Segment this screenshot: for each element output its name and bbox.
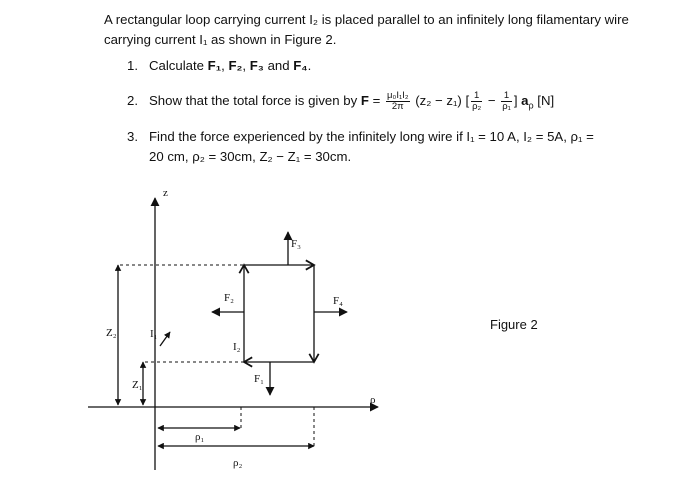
- unit-vector: a: [521, 93, 529, 108]
- question-text: Calculate: [149, 58, 208, 73]
- unit-vector-subscript: ρ: [528, 100, 534, 111]
- force-f1: F₁: [207, 58, 222, 73]
- question-number: 2.: [127, 93, 138, 108]
- bracket-close: ]: [513, 93, 522, 108]
- rho1-label: ρ₁: [195, 431, 205, 443]
- z-axis-label: z: [163, 187, 168, 199]
- intro-line-1: A rectangular loop carrying current I₂ is placed parallel to an infinitely long filamentary wire: [104, 12, 629, 27]
- fraction-numerator: 1: [471, 91, 482, 102]
- question-text: Show that the total force is given by: [149, 93, 361, 108]
- figure-caption: Figure 2: [490, 317, 538, 332]
- separator: ,: [242, 58, 250, 73]
- fraction-denominator: 2π: [391, 101, 404, 113]
- question-number: 3.: [127, 129, 138, 144]
- force-vectors: [212, 232, 347, 395]
- i2-label: I₂: [233, 341, 241, 353]
- rho2-label: ρ₂: [233, 457, 243, 469]
- force-f3: F₃: [249, 58, 264, 73]
- period: .: [307, 58, 312, 73]
- equals: =: [368, 93, 384, 108]
- i1-label: I₁: [150, 328, 158, 340]
- z2-label: Z₂: [106, 327, 117, 339]
- rectangular-loop: [244, 265, 314, 362]
- fraction-numerator: 1: [501, 91, 512, 102]
- z1-label: Z₁: [132, 379, 143, 391]
- force-symbol: F: [360, 93, 369, 108]
- separator: ,: [221, 58, 229, 73]
- f1-label: F₁: [254, 373, 264, 385]
- rho-axis-label: ρ: [370, 394, 376, 406]
- unit: [N]: [533, 93, 555, 108]
- question-text-line-2: 20 cm, ρ₂ = 30cm, Z₂ − Z₁ = 30cm.: [149, 149, 352, 164]
- force-f2: F₂: [228, 58, 243, 73]
- f2-label: F₂: [224, 292, 234, 304]
- separator: and: [263, 58, 294, 73]
- f3-label: F₃: [291, 238, 301, 250]
- height-term: (z₂ − z₁) [: [411, 93, 470, 108]
- question-number: 1.: [127, 58, 138, 73]
- question-text-line-1: Find the force experienced by the infinitely long wire if I₁ = 10 A, I₂ = 5A, ρ₁ =: [149, 129, 594, 144]
- current-i1-arrow: [160, 332, 170, 346]
- f4-label: F₄: [333, 295, 343, 307]
- fraction-denominator: ρ₁: [502, 101, 511, 113]
- guide-lines: [120, 265, 314, 446]
- intro-line-2: carrying current I₁ as shown in Figure 2.: [104, 32, 337, 47]
- minus: −: [484, 93, 500, 108]
- force-f4: F₄: [293, 58, 308, 73]
- fraction-numerator: μ₀I₁I₂: [386, 90, 409, 102]
- fraction-denominator: ρ₂: [472, 101, 482, 113]
